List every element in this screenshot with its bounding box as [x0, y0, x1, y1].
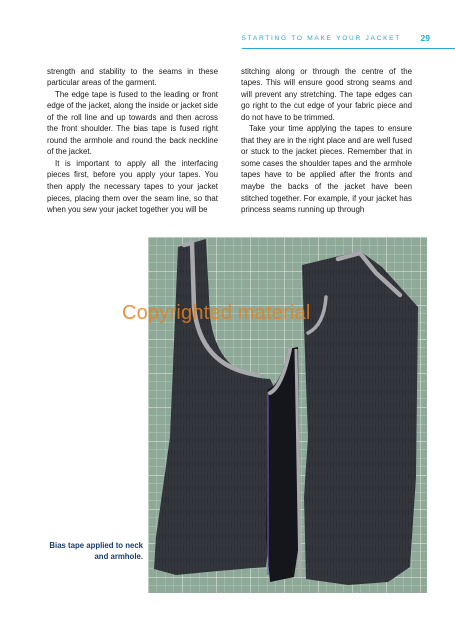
left-paragraph-3: It is important to apply all the interfacing pieces first, before you apply your tapes. You then apply the necessary tapes to your jacket pieces, placing them over the seam line, so that when you sew your jacket together you will be — [47, 158, 218, 215]
caption-line-1: Bias tape applied to neck — [49, 541, 143, 550]
left-paragraph-1: strength and stability to the seams in these particular areas of the garment. — [47, 66, 218, 88]
right-paragraph-1: stitching along or through the centre of the tapes. This will ensure good strong seams and will prevent any stretching. The tape edges can go right to the cut edge of your fabric piece and do not have to be trimmed. — [241, 66, 412, 122]
running-head: STARTING TO MAKE YOUR JACKET — [241, 35, 401, 42]
watermark: Copyrighted material — [122, 302, 311, 324]
figure-caption — [47, 540, 143, 562]
caption-line-2: and armhole. — [94, 552, 143, 561]
right-text-column — [241, 66, 412, 216]
left-text-column — [47, 66, 218, 216]
jacket-photo — [148, 237, 427, 593]
right-back-panel — [302, 251, 418, 585]
page-number: 29 — [420, 33, 430, 43]
left-paragraph-2: The edge tape is fused to the leading or front edge of the jacket, along the inside or jacket side of the roll line and up towards and then across the front shoulder. The bias tape is fused right round the armhole and round the back neckline of the jacket. — [47, 89, 218, 157]
header-rule — [242, 48, 455, 49]
right-paragraph-2: Take your time applying the tapes to ensure that they are in the right place and are well fused or stuck to the jacket pieces. Remember that in some cases the shoulder tapes and the armhole tapes have to be applied after the fronts and maybe the backs of the jacket have been stitched together. For example, if your jacket has princess seams running up through — [241, 124, 412, 215]
